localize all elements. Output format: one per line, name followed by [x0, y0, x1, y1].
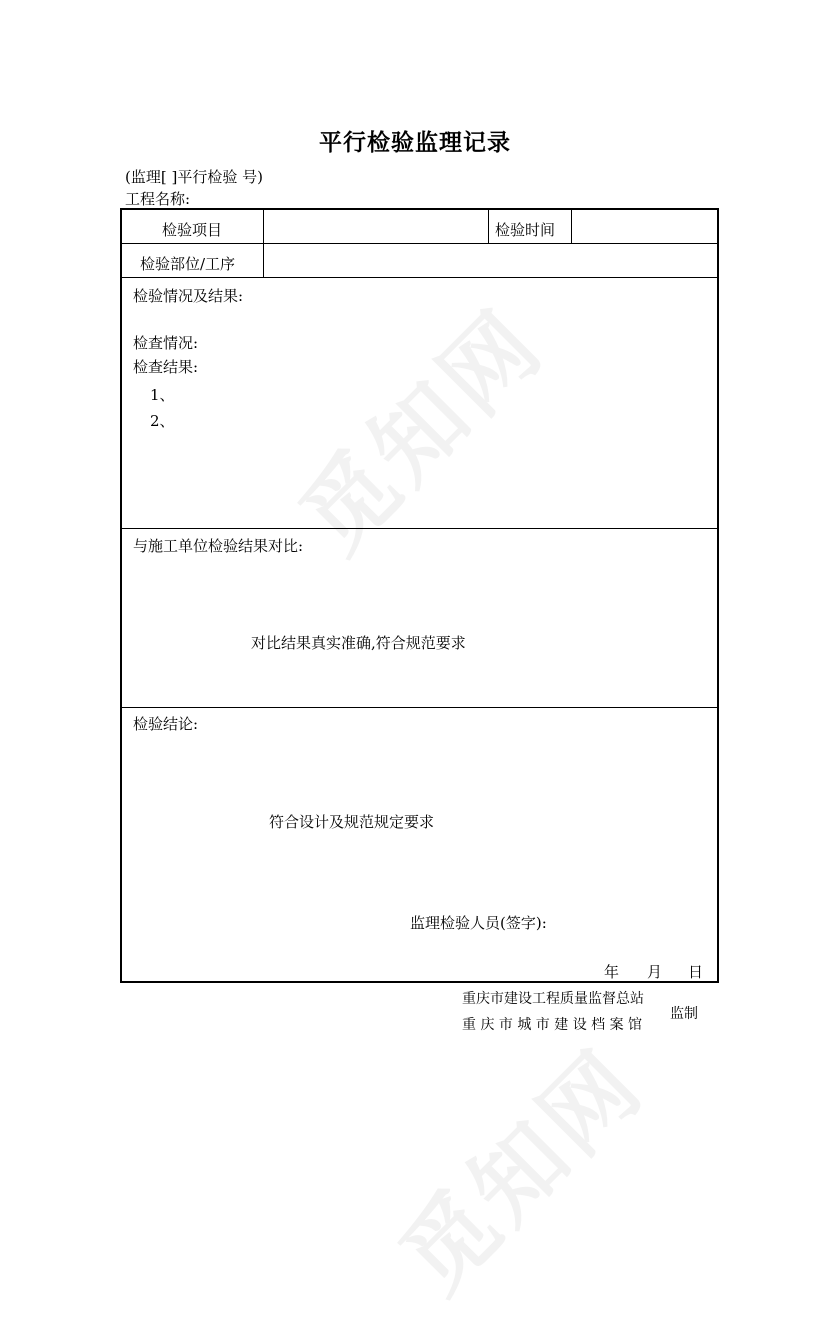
date-year: 年 — [604, 963, 620, 981]
conclusion-text: 符合设计及规范规定要求 — [269, 813, 435, 831]
project-name-label: 工程名称: — [125, 190, 191, 208]
inspection-table — [120, 208, 719, 983]
result-item-1: 1、 — [150, 386, 175, 404]
result-item-2: 2、 — [150, 412, 175, 430]
time-label: 检验时间 — [495, 221, 556, 239]
footer-issuer-1: 重庆市建设工程质量监督总站 — [462, 991, 644, 1007]
time-value-field[interactable] — [578, 219, 708, 239]
location-value-field[interactable] — [272, 253, 702, 273]
date-month: 月 — [647, 963, 663, 981]
page-title: 平行检验监理记录 — [319, 130, 511, 156]
footer-issued: 监制 — [670, 1006, 698, 1022]
watermark-bottom: 觅知网 — [380, 1029, 665, 1314]
footer-issuer-2: 重 庆 市 城 市 建 设 档 案 馆 — [462, 1017, 643, 1033]
watermark: 觅知网 — [280, 289, 565, 574]
section3-heading: 检验结论: — [133, 715, 199, 733]
record-number: (监理[ ]平行检验 号) — [125, 168, 263, 186]
inspector-signature-label: 监理检验人员(签字): — [410, 914, 547, 932]
section2-heading: 与施工单位检验结果对比: — [133, 537, 304, 555]
item-label: 检验项目 — [162, 221, 223, 239]
date-day: 日 — [688, 963, 704, 981]
location-label: 检验部位/工序 — [140, 255, 236, 273]
item-value-field[interactable] — [272, 219, 482, 239]
check-status-label: 检查情况: — [133, 334, 199, 352]
section1-heading: 检验情况及结果: — [133, 287, 244, 305]
check-result-label: 检查结果: — [133, 358, 199, 376]
comparison-result: 对比结果真实准确,符合规范要求 — [251, 634, 466, 652]
